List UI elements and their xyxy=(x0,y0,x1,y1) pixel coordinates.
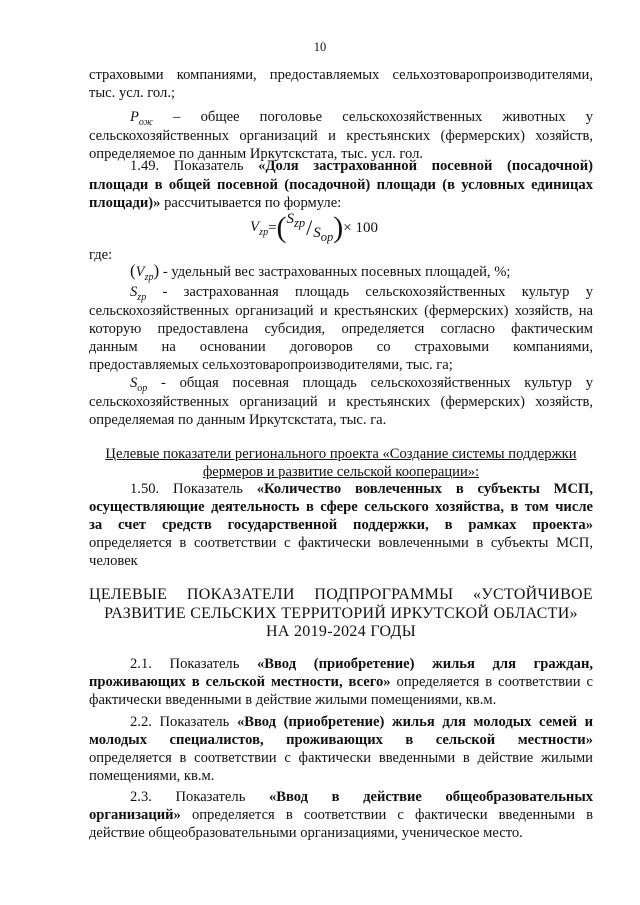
text-line: организаций» определяется в соответствии с фактически введенными в xyxy=(89,807,593,823)
text-line: сельскохозяйственных организаций и крестьянских (фермерских) хозяйств, xyxy=(89,128,593,144)
definition-sop: $S_{op}$ - общая посевная площадь сельскохозяйственных культур у xyxy=(130,375,593,394)
text-line: тыс. усл. гол.; xyxy=(89,85,176,101)
text-line: предоставляемых сельхозтоваропроизводителями, тыс. га; xyxy=(89,357,453,373)
text-line: площади в общей посевной (посадочной) площади (в условных единицах xyxy=(89,177,593,193)
text-line: действие общеобразовательными организациями, ученическое место. xyxy=(89,825,523,841)
definition-vzp: $(V_{zp})$ - удельный вес застрахованных посевных площадей, %; xyxy=(130,261,511,283)
paragraph-2-3: 2.3. Показатель «Ввод в действие общеобразовательных xyxy=(130,789,594,805)
paragraph-1-50: 1.50. Показатель «Количество вовлеченных в субъекты МСП, xyxy=(130,481,593,497)
text-line: страховыми компаниями, предоставляемых сельхозтоваропроизводителями, xyxy=(89,67,593,83)
roj-symbol: $Р_{ож}$ xyxy=(130,109,153,128)
text-line: определяется в соответствии с фактически вовлеченными в субъекты МСП, xyxy=(89,535,593,551)
text-line: где: xyxy=(89,247,113,263)
text-line: данным на основании договоров со страховыми компаниями, xyxy=(89,339,593,355)
text-line: определяемое по данным Иркутскстата, тыс. усл. гол. xyxy=(89,146,424,162)
formula: $V_{zp}$ = ( $S_{zp}$ / $S_{op}$ ) × 100 xyxy=(250,211,379,244)
text-line: определяется в соответствии с фактически введенными в действие жилыми xyxy=(89,750,593,766)
definition-szp: $S_{zp}$ - застрахованная площадь сельскохозяйственных культур у xyxy=(130,284,593,303)
text-line: $Р_{ож}$ – общее поголовье сельскохозяйственных животных у xyxy=(130,109,593,128)
subprogram-heading: НА 2019-2024 ГОДЫ xyxy=(265,623,416,640)
text-line: фактически введенными в действие жилыми помещениями, кв.м. xyxy=(89,692,497,708)
text-line: человек xyxy=(89,553,138,569)
text-line: осуществляющие деятельность в сфере сельского хозяйства, в том числе xyxy=(89,499,593,515)
section-title: Целевые показатели регионального проекта «Создание системы поддержки xyxy=(105,446,577,462)
text-line: помещениями, кв.м. xyxy=(89,768,215,784)
section-title: фермеров и развитие сельской кооперации»: xyxy=(202,464,480,480)
text-line: площади)» рассчитывается по формуле: xyxy=(89,195,342,211)
subprogram-heading: ЦЕЛЕВЫЕ ПОКАЗАТЕЛИ ПОДПРОГРАММЫ «УСТОЙЧИВОЕ xyxy=(89,586,593,603)
text-line: проживающих в сельской местности, всего» определяется в соответствии с xyxy=(89,674,593,690)
text-line: молодых специалистов, проживающих в сельской местности» xyxy=(89,732,593,748)
paragraph-2-2: 2.2. Показатель «Ввод (приобретение) жилья для молодых семей и xyxy=(130,714,594,730)
text-line: которую предоставлена субсидия, определяется согласно фактическим xyxy=(89,321,593,337)
text-line: сельскохозяйственных организаций и крестьянских (фермерских) хозяйств, на xyxy=(89,303,593,319)
text-line: определяемая по данным Иркутскстата, тыс. га. xyxy=(89,412,387,428)
paragraph-2-1: 2.1. Показатель «Ввод (приобретение) жилья для граждан, xyxy=(130,656,593,672)
text-line: за счет средств государственной поддержки, в рамках проекта» xyxy=(89,517,593,533)
page-number: 10 xyxy=(313,40,327,54)
paragraph-1-49: 1.49. Показатель «Доля застрахованной посевной (посадочной) xyxy=(130,158,593,174)
subprogram-heading: РАЗВИТИЕ СЕЛЬСКИХ ТЕРРИТОРИЙ ИРКУТСКОЙ ОБЛАСТИ» xyxy=(104,605,578,622)
text-line: сельскохозяйственных организаций и крестьянских (фермерских) хозяйств, xyxy=(89,394,593,410)
